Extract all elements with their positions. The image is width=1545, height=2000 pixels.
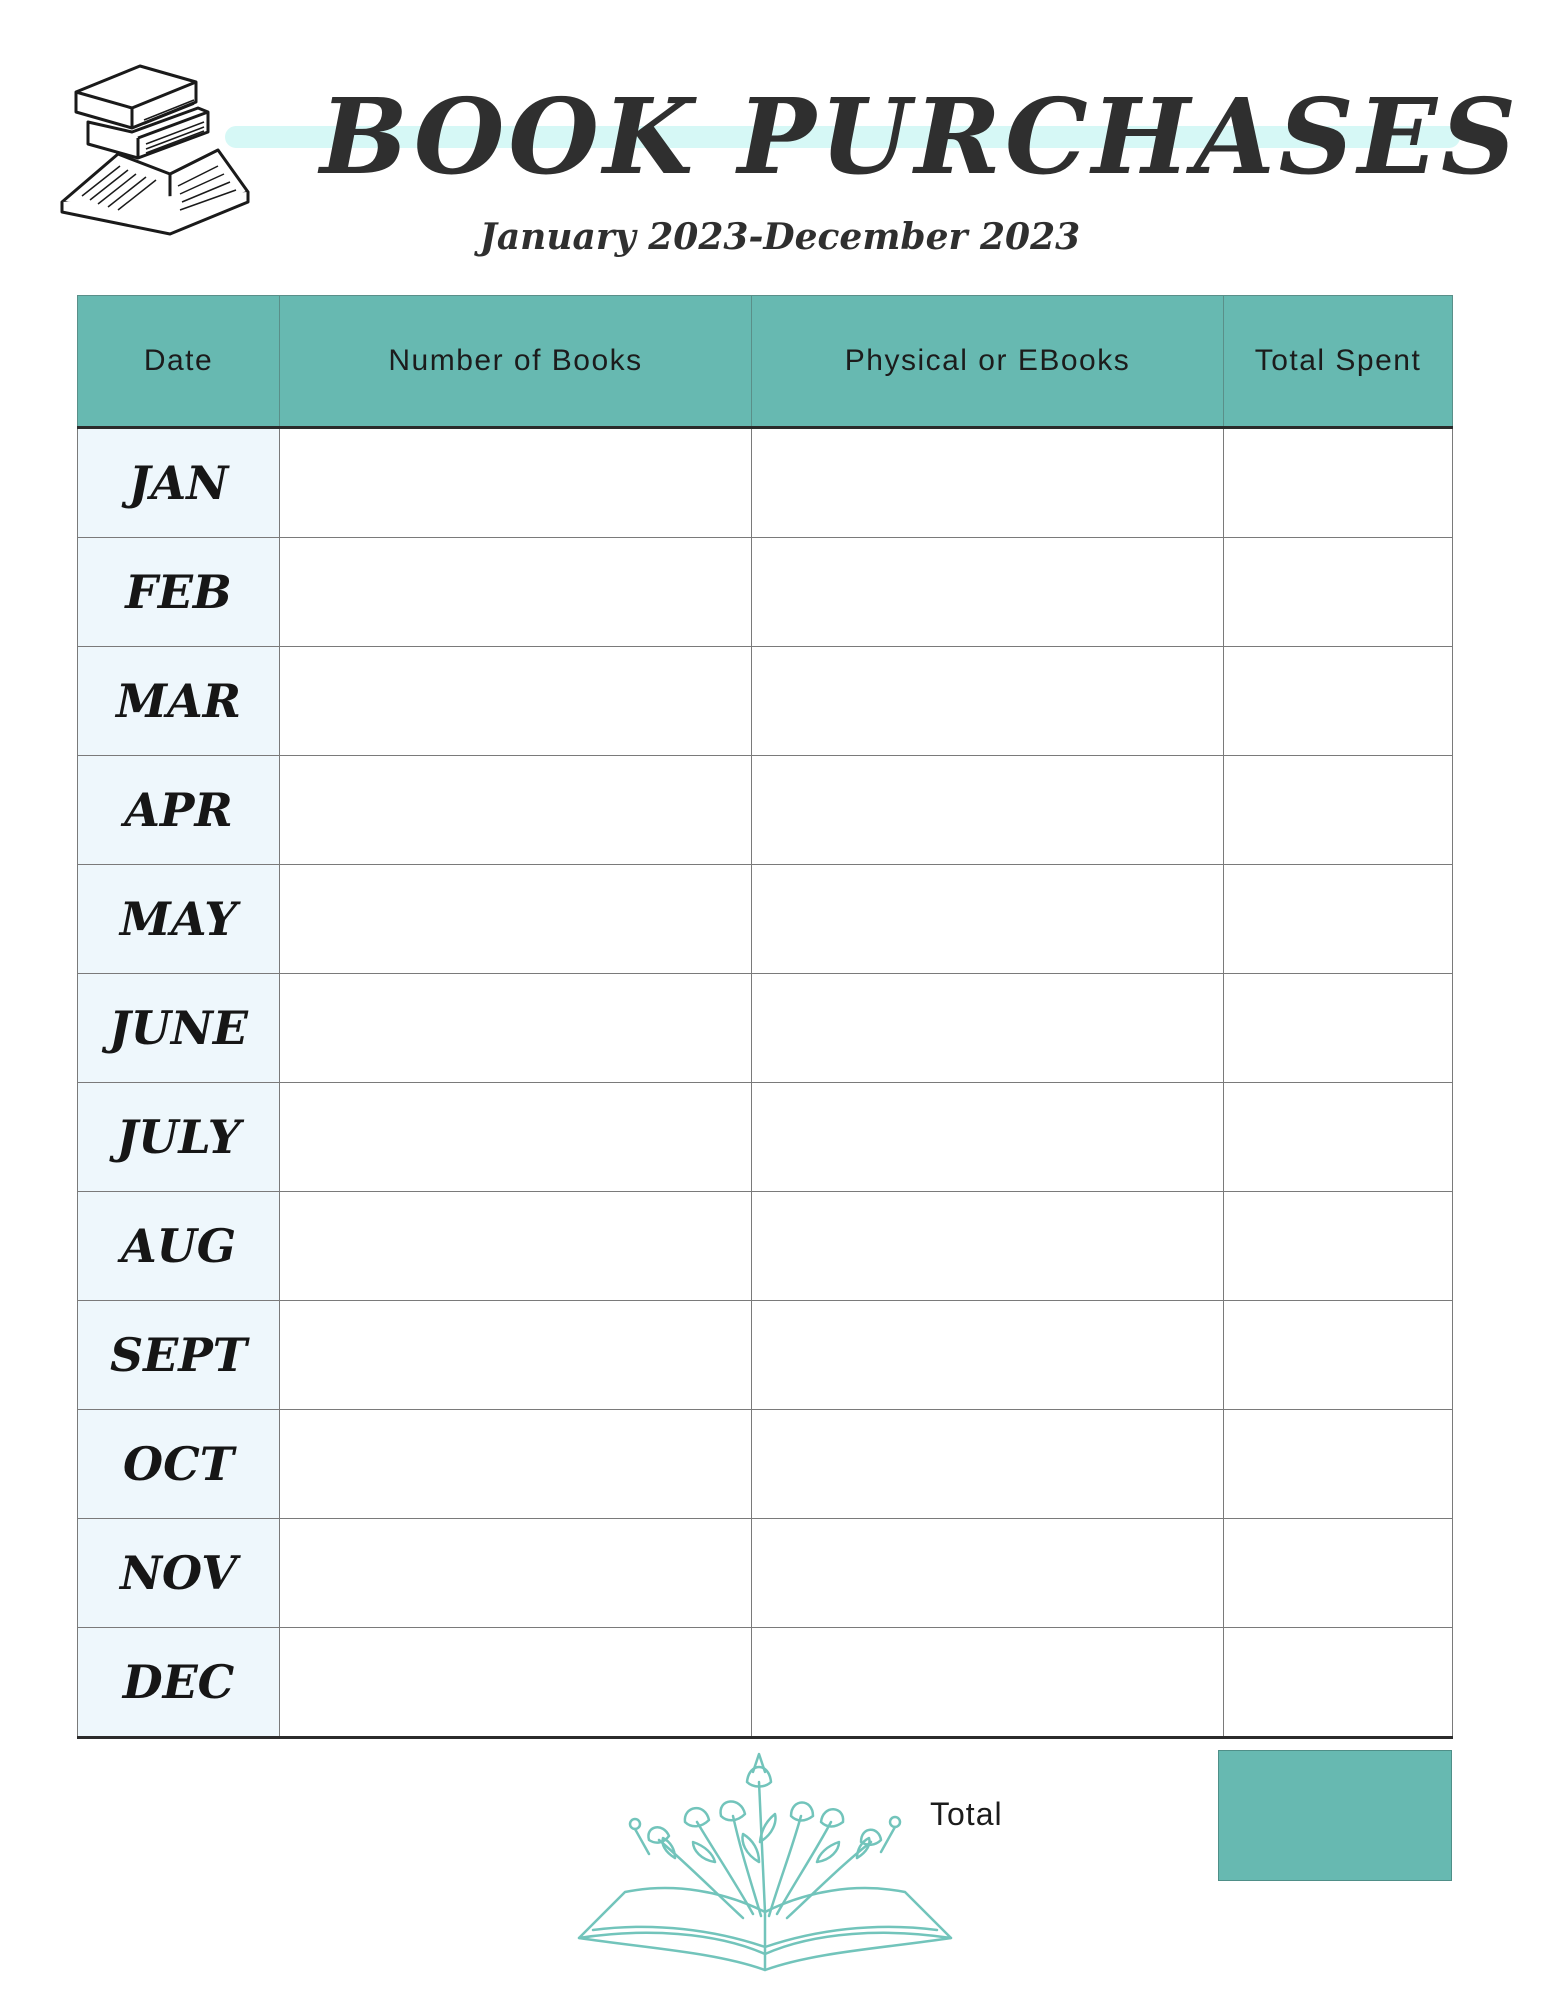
table-row bbox=[78, 974, 1453, 1083]
number-of-books-cell[interactable] bbox=[280, 538, 752, 647]
format-cell[interactable] bbox=[752, 756, 1224, 865]
format-cell[interactable] bbox=[752, 1192, 1224, 1301]
number-of-books-cell[interactable] bbox=[280, 1628, 752, 1738]
total-spent-cell[interactable] bbox=[1224, 1410, 1453, 1519]
total-spent-cell[interactable] bbox=[1224, 1083, 1453, 1192]
number-of-books-cell[interactable] bbox=[280, 1192, 752, 1301]
number-of-books-cell[interactable] bbox=[280, 865, 752, 974]
format-cell[interactable] bbox=[752, 1519, 1224, 1628]
total-spent-cell[interactable] bbox=[1224, 647, 1453, 756]
format-cell[interactable] bbox=[752, 428, 1224, 538]
format-cell[interactable] bbox=[752, 1410, 1224, 1519]
number-of-books-cell[interactable] bbox=[280, 1410, 752, 1519]
total-spent-cell[interactable] bbox=[1224, 1628, 1453, 1738]
number-of-books-cell[interactable] bbox=[280, 1083, 752, 1192]
flower-book-icon bbox=[565, 1742, 965, 1974]
month-label: JAN bbox=[78, 428, 280, 538]
month-label: JULY bbox=[78, 1083, 280, 1192]
table-row bbox=[78, 865, 1453, 974]
format-cell[interactable] bbox=[752, 1083, 1224, 1192]
number-of-books-cell[interactable] bbox=[280, 428, 752, 538]
total-spent-cell[interactable] bbox=[1224, 538, 1453, 647]
month-label: FEB bbox=[78, 538, 280, 647]
table-row bbox=[78, 1628, 1453, 1738]
month-label: OCT bbox=[78, 1410, 280, 1519]
table-row bbox=[78, 1301, 1453, 1410]
column-header-physical-or-ebooks: Physical or EBooks bbox=[752, 296, 1224, 428]
purchases-table bbox=[77, 295, 1453, 1739]
month-label: MAY bbox=[78, 865, 280, 974]
total-value-box[interactable] bbox=[1218, 1750, 1452, 1881]
total-spent-cell[interactable] bbox=[1224, 428, 1453, 538]
table-row bbox=[78, 428, 1453, 538]
total-label: Total bbox=[930, 1796, 1003, 1832]
number-of-books-cell[interactable] bbox=[280, 756, 752, 865]
format-cell[interactable] bbox=[752, 1628, 1224, 1738]
total-spent-cell[interactable] bbox=[1224, 1301, 1453, 1410]
total-spent-cell[interactable] bbox=[1224, 756, 1453, 865]
total-spent-cell[interactable] bbox=[1224, 1519, 1453, 1628]
number-of-books-cell[interactable] bbox=[280, 974, 752, 1083]
month-label: JUNE bbox=[78, 974, 280, 1083]
column-header-number-of-books: Number of Books bbox=[280, 296, 752, 428]
table-row bbox=[78, 647, 1453, 756]
total-spent-cell[interactable] bbox=[1224, 865, 1453, 974]
column-header-total-spent: Total Spent bbox=[1224, 296, 1453, 428]
month-label: NOV bbox=[78, 1519, 280, 1628]
month-label: SEPT bbox=[78, 1301, 280, 1410]
table-row bbox=[78, 1410, 1453, 1519]
month-label: AUG bbox=[78, 1192, 280, 1301]
column-header-date: Date bbox=[78, 296, 280, 428]
format-cell[interactable] bbox=[752, 647, 1224, 756]
page-title: BOOK PURCHASES bbox=[320, 75, 1521, 198]
table-row bbox=[78, 1519, 1453, 1628]
table-row bbox=[78, 538, 1453, 647]
format-cell[interactable] bbox=[752, 865, 1224, 974]
total-spent-cell[interactable] bbox=[1224, 974, 1453, 1083]
page-subtitle: January 2023-December 2023 bbox=[479, 216, 1081, 258]
format-cell[interactable] bbox=[752, 974, 1224, 1083]
month-label: MAR bbox=[78, 647, 280, 756]
table-row bbox=[78, 1083, 1453, 1192]
number-of-books-cell[interactable] bbox=[280, 1301, 752, 1410]
month-label: DEC bbox=[78, 1628, 280, 1738]
table-header-row bbox=[78, 296, 1453, 428]
table-row bbox=[78, 756, 1453, 865]
format-cell[interactable] bbox=[752, 538, 1224, 647]
number-of-books-cell[interactable] bbox=[280, 1519, 752, 1628]
month-label: APR bbox=[78, 756, 280, 865]
number-of-books-cell[interactable] bbox=[280, 647, 752, 756]
table-row bbox=[78, 1192, 1453, 1301]
stacked-books-icon bbox=[58, 62, 253, 242]
total-spent-cell[interactable] bbox=[1224, 1192, 1453, 1301]
format-cell[interactable] bbox=[752, 1301, 1224, 1410]
